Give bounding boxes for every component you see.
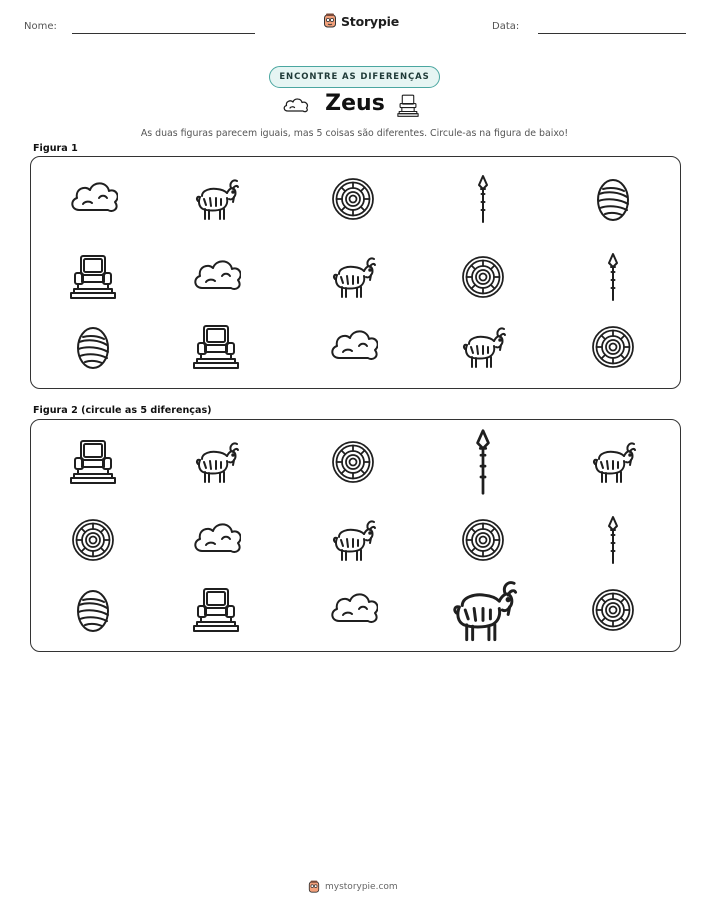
name-label: Nome: bbox=[24, 21, 57, 32]
fig2-shield-icon[interactable] bbox=[458, 515, 508, 565]
fig2-spear-icon[interactable] bbox=[449, 428, 517, 496]
figure2-panel[interactable] bbox=[30, 419, 681, 652]
fig2-goat-icon[interactable] bbox=[328, 515, 378, 565]
brand-name: Storypie bbox=[341, 13, 399, 29]
date-field[interactable] bbox=[538, 33, 686, 34]
title-throne-icon bbox=[397, 93, 419, 123]
figure2-label: Figura 2 (circule as 5 diferenças) bbox=[33, 405, 212, 416]
fig2-shield-icon[interactable] bbox=[328, 437, 378, 487]
fig2-goat-icon[interactable] bbox=[446, 573, 520, 647]
footer-site: mystorypie.com bbox=[325, 882, 398, 892]
name-field[interactable] bbox=[72, 33, 255, 34]
fig2-cloud-icon[interactable] bbox=[328, 585, 378, 635]
fig2-cloud-icon[interactable] bbox=[191, 515, 241, 565]
fig1-throne-icon[interactable] bbox=[191, 322, 241, 372]
fig2-spear-icon[interactable] bbox=[588, 515, 638, 565]
brand-logo bbox=[323, 13, 399, 29]
fig2-shield-icon[interactable] bbox=[588, 585, 638, 635]
figure1-panel[interactable] bbox=[30, 156, 681, 389]
page-title: Zeus bbox=[325, 91, 385, 116]
fig1-lamb-icon[interactable] bbox=[68, 322, 118, 372]
fig2-goat-icon[interactable] bbox=[588, 437, 638, 487]
footer bbox=[308, 880, 398, 894]
instructions-text: As duas figuras parecem iguais, mas 5 coisas são diferentes. Circule-as na figura de baixo! bbox=[140, 128, 569, 139]
storypie-mascot-icon bbox=[308, 880, 320, 894]
activity-pill: ENCONTRE AS DIFERENÇAS bbox=[269, 66, 440, 88]
fig1-cloud-icon[interactable] bbox=[328, 322, 378, 372]
fig2-lamb-icon[interactable] bbox=[68, 585, 118, 635]
fig1-goat-icon[interactable] bbox=[191, 174, 241, 224]
fig1-throne-icon[interactable] bbox=[68, 252, 118, 302]
storypie-mascot-icon bbox=[323, 13, 337, 29]
fig1-shield-icon[interactable] bbox=[328, 174, 378, 224]
date-label: Data: bbox=[492, 21, 520, 32]
fig1-lamb-icon[interactable] bbox=[588, 174, 638, 224]
fig1-goat-icon[interactable] bbox=[458, 322, 508, 372]
fig1-cloud-icon[interactable] bbox=[68, 174, 118, 224]
fig1-shield-icon[interactable] bbox=[588, 322, 638, 372]
fig2-throne-icon[interactable] bbox=[68, 437, 118, 487]
fig2-shield-icon[interactable] bbox=[68, 515, 118, 565]
fig1-spear-icon[interactable] bbox=[458, 174, 508, 224]
fig1-shield-icon[interactable] bbox=[458, 252, 508, 302]
fig2-goat-icon[interactable] bbox=[191, 437, 241, 487]
fig1-goat-icon[interactable] bbox=[328, 252, 378, 302]
figure1-label: Figura 1 bbox=[33, 143, 78, 154]
fig2-throne-icon[interactable] bbox=[191, 585, 241, 635]
fig1-cloud-icon[interactable] bbox=[191, 252, 241, 302]
title-cloud-icon bbox=[281, 94, 311, 120]
fig1-spear-icon[interactable] bbox=[588, 252, 638, 302]
